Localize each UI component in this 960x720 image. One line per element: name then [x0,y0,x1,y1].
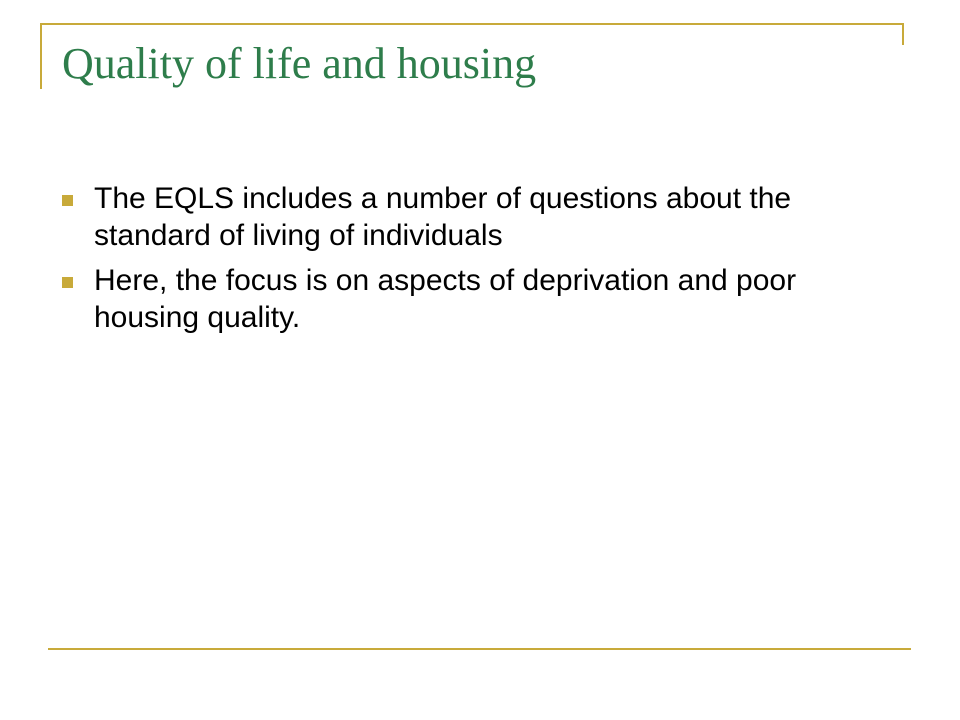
frame-right-line [902,23,904,45]
bullet-text: The EQLS includes a number of questions about the standard of living of individuals [94,182,792,252]
bullet-text: Here, the focus is on aspects of deprivation and poor housing quality. [94,264,797,334]
bullet-item [62,180,882,254]
square-bullet-icon [62,277,73,288]
bullet-list [62,180,882,344]
frame-left-line [40,23,42,89]
frame-bottom-line [48,648,911,650]
bullet-item [62,262,882,336]
frame-top-line [40,23,904,25]
square-bullet-icon [62,195,73,206]
slide-title: Quality of life and housing [62,39,537,88]
